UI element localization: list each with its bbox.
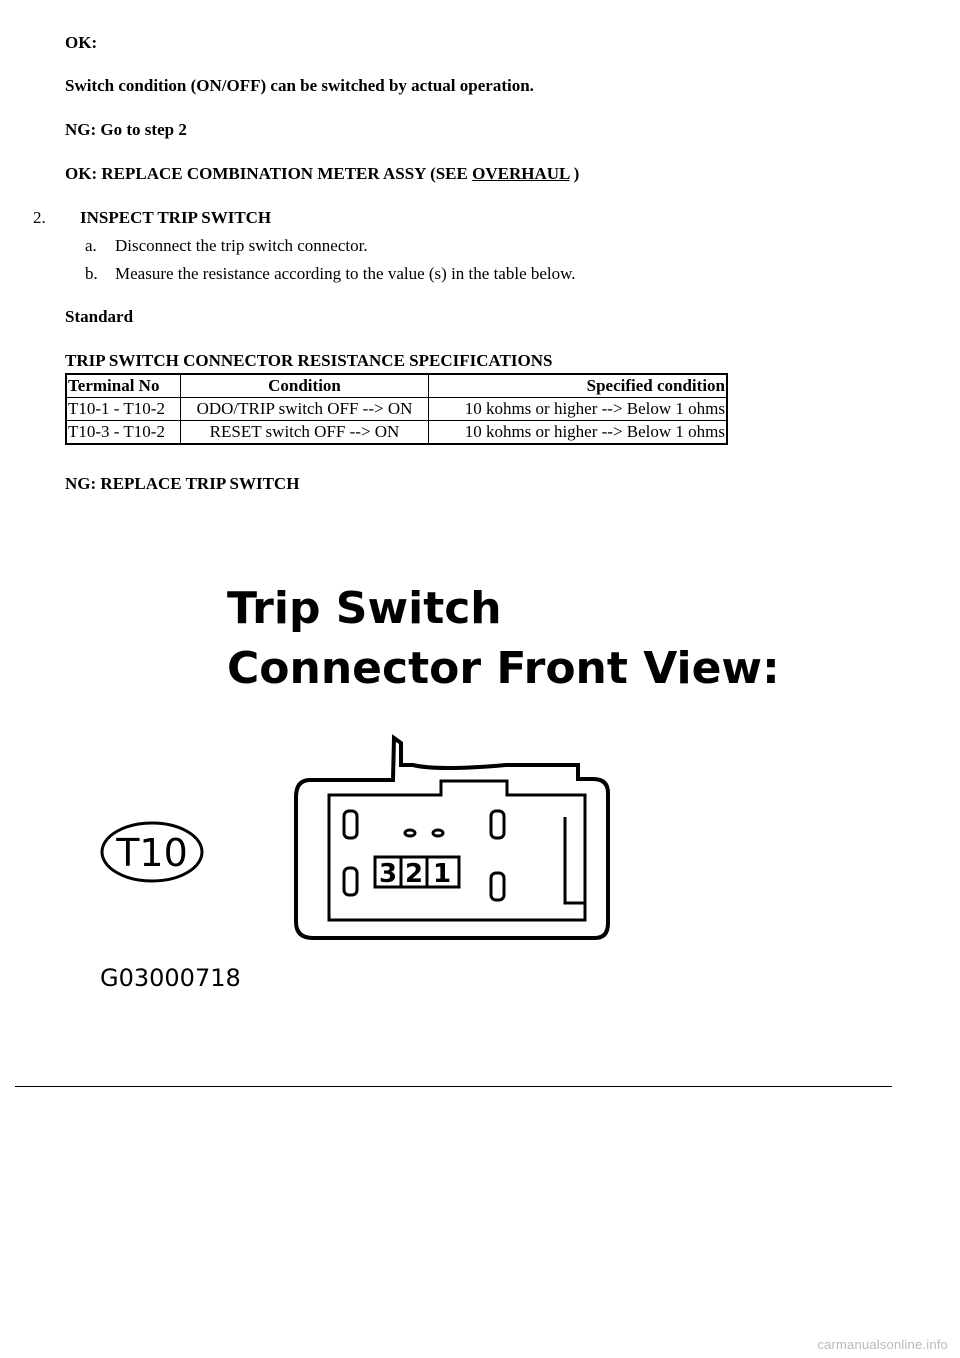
connector-outer-shell — [296, 738, 608, 938]
cavity-dot — [405, 830, 415, 836]
substep-b — [85, 264, 576, 284]
pin-label: 1 — [432, 859, 452, 889]
cell-terminal: T10-3 - T10-2 — [66, 421, 181, 445]
resistance-spec-table — [65, 373, 728, 445]
header-specified-condition: Specified condition — [429, 374, 728, 398]
ok-replace-meter-text — [65, 164, 579, 184]
pin-label: 3 — [378, 859, 398, 889]
step-number: 2. — [33, 208, 46, 227]
substep-a — [85, 236, 368, 256]
cavity — [344, 811, 357, 838]
connector-figure — [95, 583, 780, 995]
cell-specified: 10 kohms or higher --> Below 1 ohms — [429, 398, 728, 421]
cavity — [491, 873, 504, 900]
cell-terminal: T10-1 - T10-2 — [66, 398, 181, 421]
pin-block — [375, 857, 459, 889]
table-row — [66, 421, 727, 445]
ng-go-to-step-text: NG: Go to step 2 — [65, 120, 187, 139]
cell-condition: RESET switch OFF --> ON — [181, 421, 429, 445]
header-condition: Condition — [181, 374, 429, 398]
connector-body — [296, 738, 608, 938]
substep-text: Disconnect the trip switch connector. — [115, 236, 368, 255]
cavity — [344, 868, 357, 895]
watermark: carmanualsonline.info — [817, 1337, 948, 1352]
standard-label: Standard — [65, 307, 134, 326]
figure-title-line2: Connector Front View: — [227, 643, 780, 694]
page-divider — [15, 1086, 892, 1087]
substep-marker: b. — [85, 264, 98, 283]
table-header-row — [66, 374, 727, 398]
switch-condition-text: Switch condition (ON/OFF) can be switched by actual operation. — [65, 76, 534, 95]
pin-label: 2 — [404, 859, 424, 889]
ok-label: OK: — [65, 33, 98, 52]
cavity — [491, 811, 504, 838]
connector-inner-shell — [329, 781, 585, 920]
substep-text: Measure the resistance according to the value (s) in the table below. — [115, 264, 576, 283]
figure-code: G03000718 — [100, 964, 241, 992]
ok-replace-suffix: ) — [569, 164, 580, 183]
ng-replace-text: NG: REPLACE TRIP SWITCH — [65, 474, 300, 493]
substep-marker: a. — [85, 236, 97, 255]
connector-label: T10 — [116, 831, 188, 875]
table-title: TRIP SWITCH CONNECTOR RESISTANCE SPECIFICATIONS — [65, 351, 553, 370]
ok-replace-prefix: OK: REPLACE COMBINATION METER ASSY (SEE — [65, 164, 473, 183]
figure-title-line1: Trip Switch — [227, 583, 502, 634]
connector-lock-rib — [565, 817, 585, 903]
header-terminal-no: Terminal No — [66, 374, 181, 398]
cavity-dot — [433, 830, 443, 836]
table-row — [66, 398, 727, 421]
overhaul-link[interactable]: OVERHAUL — [472, 164, 570, 183]
cell-specified: 10 kohms or higher --> Below 1 ohms — [429, 421, 728, 445]
step-title: INSPECT TRIP SWITCH — [80, 208, 272, 227]
cell-condition: ODO/TRIP switch OFF --> ON — [181, 398, 429, 421]
